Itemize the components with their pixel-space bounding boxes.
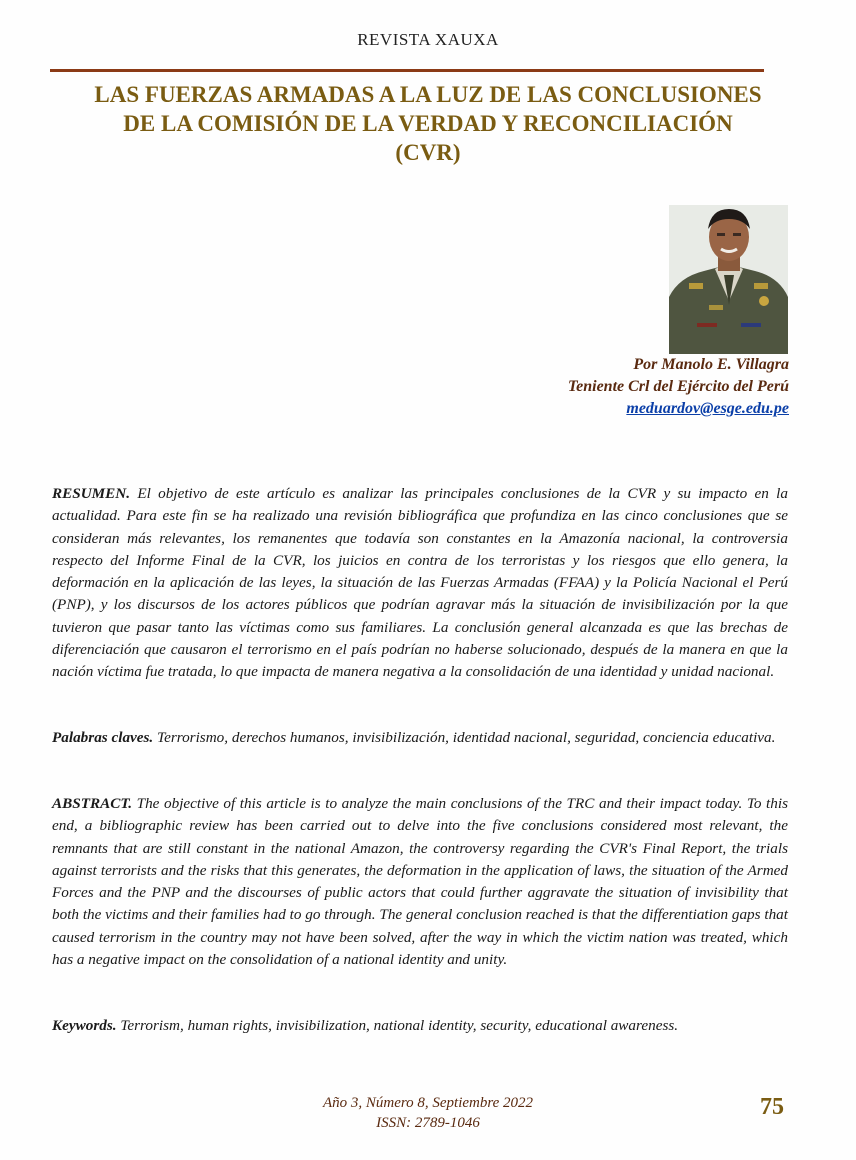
title-line-2: DE LA COMISIÓN DE LA VERDAD Y RECONCILIACIÓN [123,111,733,136]
keywords-text: Terrorism, human rights, invisibilization, national identity, security, educational awareness. [116,1017,679,1034]
author-portrait-image [669,205,788,354]
title-line-1: LAS FUERZAS ARMADAS A LA LUZ DE LAS CONCLUSIONES [94,82,762,107]
palabras-label: Palabras claves. [52,729,154,746]
author-rank: Teniente Crl del Ejército del Perú [567,378,789,395]
palabras-claves-paragraph [52,727,788,749]
footer-issue-info [250,1093,606,1133]
abstract-label: ABSTRACT. [52,795,133,812]
footer-issn: ISSN: 2789-1046 [376,1115,480,1131]
abstract-text: The objective of this article is to analyze the main conclusions of the TRC and their impact today. To this end, a bibliographic review has been carried out to delve into the five conclusions considered most relevant, the remnants that are still constant in the national Amazon, the controversy regarding the CVR's Final Report, the trials against terrorists and the risks that this generates, the deformation in the application of laws, the situation of the Armed Forces and the PNP and the discourses of public actors that could further aggravate the situation of invisibility that both the victims and their families had to go through. The general conclusion reached is that the differentiation gaps that caused terrorism in the country may not have been solved, after the way in which the victim nation was treated, which has a negative impact on the consolidation of a national identity and unity. [52,795,788,969]
keywords-paragraph [52,1015,788,1037]
author-name: Por Manolo E. Villagra [633,356,789,373]
resumen-text: El objetivo de este artículo es analizar las principales conclusiones de la CVR y su impacto en la actualidad. Para este fin se ha realizado una revisión bibliográfica que profundiza en las cinco conclusiones que se consideran más relevantes, los remanentes que todavía son constantes en la Amazonía nacional, la controversia respecto del Informe Final de la CVR, los juicios en contra de los terroristas y los riesgos que ello genera, la deformación en la aplicación de las leyes, la situación de las Fuerzas Armadas (FFAA) y la Policía Nacional el Perú (PNP), y los discursos de los actores públicos que podrían agravar más la situación de invisibilización por la que tuvieron que pasar tanto las víctimas como sus familiares. La conclusión general alcanzada es que las brechas de diferenciación que causaron el terrorismo en el país podrían no haberse solucionado, después de la manera en que la nación víctima fue tratada, lo que impacta de manera negativa a la consolidación de una identidad y unidad nacional. [52,485,788,681]
header-rule [50,69,764,72]
title-line-3: (CVR) [395,140,461,165]
keywords-label: Keywords. [52,1017,117,1034]
palabras-text: Terrorismo, derechos humanos, invisibilización, identidad nacional, seguridad, conciencia educativa. [153,729,776,746]
resumen-paragraph [52,483,788,684]
article-title [50,80,806,167]
abstract-paragraph [52,793,788,971]
author-email-link[interactable]: meduardov@esge.edu.pe [626,400,789,417]
footer-issue: Año 3, Número 8, Septiembre 2022 [322,1095,534,1111]
journal-name: REVISTA XAUXA [357,30,499,49]
resumen-label: RESUMEN. [52,485,131,502]
author-photo [669,205,788,354]
page-number: 75 [760,1094,784,1120]
